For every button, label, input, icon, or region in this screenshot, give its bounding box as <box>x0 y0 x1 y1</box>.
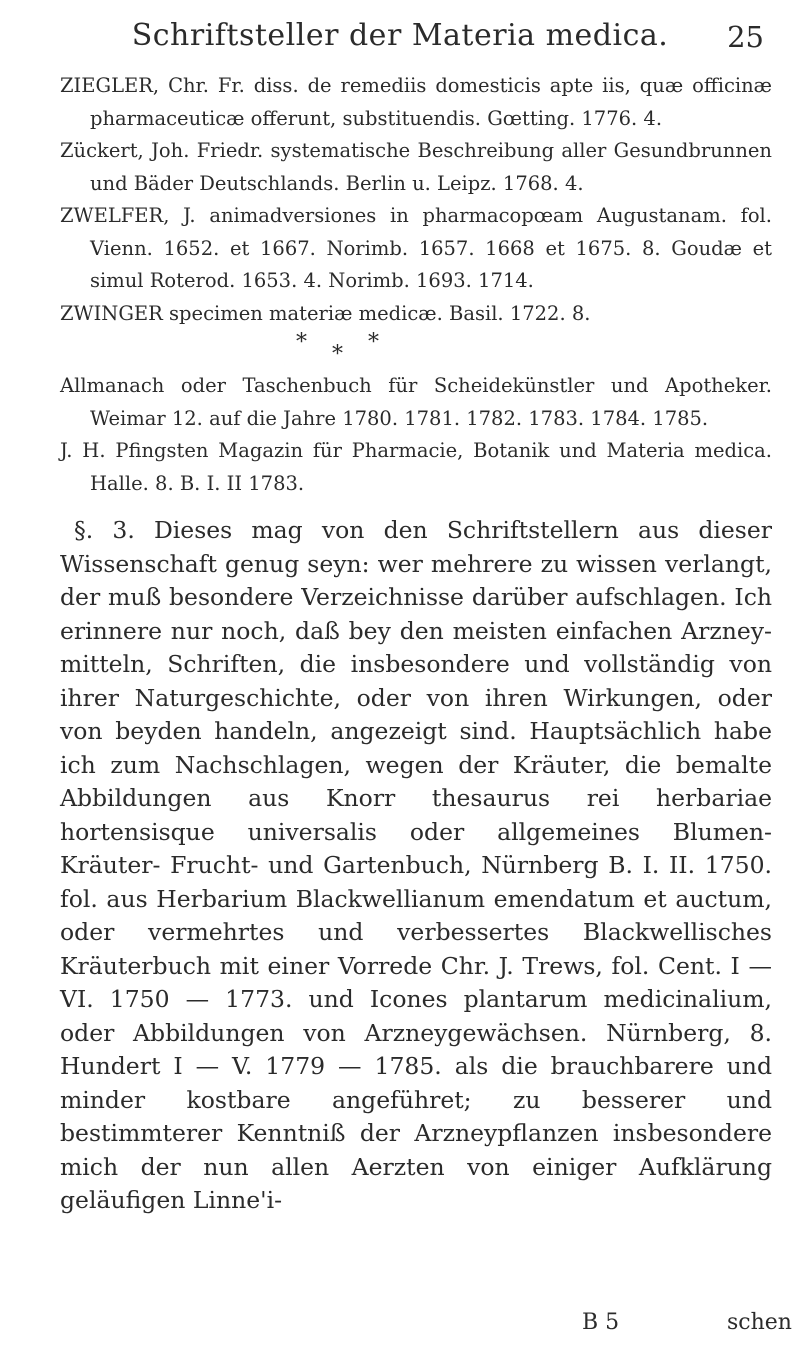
section-paragraph: §. 3. Dieses mag von den Schriftstellern aus dieser Wissenschaft genug seyn: wer mehrere zu wissen verlangt, der muß besondere Verzeichnisse darüber aufschlagen. Ich erinnere nur noch, daß bey den meisten einfachen Arzney-mitteln, Schriften, die insbesondere und vollständig von ihrer Naturgeschichte, oder von ihren Wirkungen, oder von beyden handeln, angezeigt sind. Hauptsächlich habe ich zum Nachschlagen, wegen der Kräuter, die bemalte Abbildungen aus Knorr thesaurus rei herbariae hortensisque universalis oder allgemeines Blumen- Kräuter- Frucht- und Gartenbuch, Nürnberg B. I. II. 1750. fol. aus Herbarium Blackwellianum emendatum et auctum, oder vermehrtes und verbessertes Blackwellisches Kräuterbuch mit einer Vorrede Chr. J. Trews, fol. Cent. I — VI. 1750 — 1773. und Icones plantarum medicinalium, oder Abbildungen von Arzneygewächsen. Nürnberg, 8. Hundert I — V. 1779 — 1785. als die brauchbarere und minder kostbare angeführet; zu besserer und bestimmterer Kenntniß der Arzneypflanzen insbesondere mich der nun allen Aerzten von einiger Aufklärung geläufigen Linne'i- <box>60 516 772 1214</box>
page-number: 25 <box>727 20 764 54</box>
catchword: schen <box>727 1310 792 1335</box>
section-divider-stars <box>60 330 772 370</box>
bibliography-entry: Allmanach oder Taschenbuch für Scheidekünstler und Apotheker. Weimar 12. auf die Jahre 1780. 1781. 1782. 1783. 1784. 1785. <box>60 374 772 430</box>
bibliography-entry: Zückert, Joh. Friedr. systematische Beschreibung aller Gesundbrunnen und Bäder Deutschlands. Berlin u. Leipz. 1768. 4. <box>60 139 772 195</box>
bibliography-entry: J. H. Pfingsten Magazin für Pharmacie, Botanik und Materia medica. Halle. 8. B. I. II 1783. <box>60 439 772 495</box>
page-header <box>0 8 800 66</box>
star-mark: * <box>368 330 379 355</box>
bibliography-entry: ZWINGER specimen materiæ medicæ. Basil. 1722. 8. <box>60 301 591 325</box>
running-head: Schriftsteller der Materia medica. <box>131 18 669 53</box>
star-mark: * <box>332 342 343 367</box>
page-body <box>60 70 772 1218</box>
bibliography-entry: ZWELFER, J. animadversiones in pharmacopœam Augustanam. fol. Vienn. 1652. et 1667. Norimb. 1657. 1668 et 1675. 8. Goudæ et simul Roterod. 1653. 4. Norimb. 1693. 1714. <box>60 204 772 292</box>
signature-mark: B 5 <box>582 1310 620 1335</box>
bibliography-entry: ZIEGLER, Chr. Fr. diss. de remediis domesticis apte iis, quæ officinæ pharmaceuticæ offerunt, substituendis. Gœtting. 1776. 4. <box>60 74 772 130</box>
star-mark: * <box>296 330 307 355</box>
